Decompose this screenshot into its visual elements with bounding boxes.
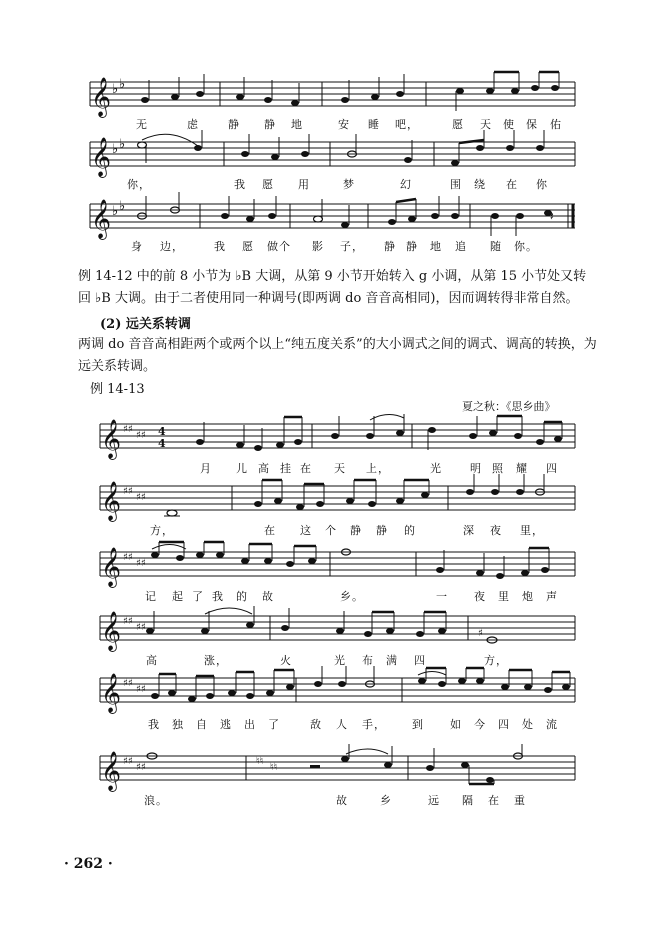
svg-text:♯♯: ♯♯ bbox=[123, 552, 133, 563]
lyric: 追 bbox=[455, 240, 467, 253]
treble-clef-icon: 𝄞 bbox=[101, 673, 122, 713]
lyric: 绕 bbox=[474, 178, 486, 191]
svg-text:♯♯: ♯♯ bbox=[136, 622, 146, 633]
lyric: 高 bbox=[146, 654, 158, 667]
lyric: 的 bbox=[404, 524, 416, 537]
lyric: 夜 bbox=[474, 590, 486, 603]
lyric: 隔 bbox=[462, 794, 474, 807]
lyric: 地 bbox=[291, 118, 303, 131]
lyric: 里， bbox=[520, 524, 544, 537]
treble-clef-icon: 𝄞 bbox=[91, 137, 112, 177]
lyric: 你 bbox=[536, 178, 548, 191]
lyric: 深 bbox=[463, 524, 475, 537]
lyric: 四 bbox=[414, 654, 426, 667]
lyric: 明 bbox=[470, 462, 482, 475]
lyric: 在 bbox=[264, 524, 276, 537]
svg-text:♭: ♭ bbox=[112, 82, 119, 97]
lyric: 幻 bbox=[400, 178, 412, 191]
lyric: 地 bbox=[430, 240, 442, 253]
lyric: 满 bbox=[386, 654, 398, 667]
svg-text:♯♯: ♯♯ bbox=[136, 684, 146, 695]
example-label: 例 14-13 bbox=[90, 382, 145, 397]
lyric: 你。 bbox=[514, 240, 538, 253]
lyric: 故 bbox=[262, 590, 274, 603]
staff-system-9 bbox=[0, 744, 656, 794]
svg-text:♭: ♭ bbox=[119, 137, 126, 152]
staff-notation bbox=[0, 604, 656, 654]
svg-text:♯♯: ♯♯ bbox=[123, 678, 133, 689]
lyric: 流 bbox=[546, 718, 558, 731]
lyric: 乡 bbox=[380, 794, 392, 807]
lyric: 围 bbox=[450, 178, 462, 191]
lyric: 我 bbox=[148, 718, 160, 731]
lyric: 四 bbox=[546, 462, 558, 475]
lyric: 静 bbox=[376, 524, 388, 537]
lyric: 静 bbox=[384, 240, 396, 253]
lyric: 自 bbox=[196, 718, 208, 731]
treble-clef-icon: 𝄞 bbox=[101, 419, 122, 459]
lyric: 边， bbox=[160, 240, 184, 253]
lyric: 影 bbox=[312, 240, 324, 253]
lyric: 如 bbox=[450, 718, 462, 731]
svg-text:♯♯: ♯♯ bbox=[123, 486, 133, 497]
treble-clef-icon: 𝄞 bbox=[91, 77, 112, 117]
lyric: 了 bbox=[192, 590, 204, 603]
lyric: 天 bbox=[480, 118, 492, 131]
lyric: 天 bbox=[334, 462, 346, 475]
lyric: 远 bbox=[428, 794, 440, 807]
lyric: 逃 bbox=[220, 718, 232, 731]
svg-text:♮♮: ♮♮ bbox=[256, 756, 264, 767]
lyrics-line bbox=[0, 522, 656, 540]
lyric: 身 bbox=[131, 240, 143, 253]
staff-notation bbox=[0, 540, 656, 590]
lyric: 静 bbox=[406, 240, 418, 253]
lyric: 上， bbox=[366, 462, 390, 475]
svg-text:♯♯: ♯♯ bbox=[123, 756, 133, 767]
lyric: 的 bbox=[236, 590, 248, 603]
staff-system-8 bbox=[0, 666, 656, 716]
lyric: 乡。 bbox=[340, 590, 364, 603]
lyric: 用 bbox=[298, 178, 310, 191]
lyric: 重 bbox=[514, 794, 526, 807]
treble-clef-icon: 𝄞 bbox=[101, 751, 122, 791]
body-paragraph: 两调 do 音音高相距两个或两个以上“纯五度关系”的大小调式之间的调式、调高的转换，为远关系转调。 bbox=[78, 337, 597, 374]
page-number: · 262 · bbox=[64, 856, 113, 872]
lyric: 安 bbox=[338, 118, 350, 131]
lyric: 儿 bbox=[236, 462, 248, 475]
lyric: 愿 bbox=[262, 178, 274, 191]
svg-text:♯♯: ♯♯ bbox=[123, 424, 133, 435]
lyric: 人 bbox=[336, 718, 348, 731]
staff-system-4 bbox=[0, 412, 656, 462]
lyric: 挂 bbox=[280, 462, 292, 475]
lyric: 这 bbox=[300, 524, 312, 537]
lyric: 故 bbox=[336, 794, 348, 807]
staff-system-5 bbox=[0, 474, 656, 524]
lyric: 夜 bbox=[490, 524, 502, 537]
lyric: 火 bbox=[280, 654, 292, 667]
lyric: 无 bbox=[136, 118, 148, 131]
lyric: 今 bbox=[474, 718, 486, 731]
svg-text:♭: ♭ bbox=[112, 142, 119, 157]
lyric: 在 bbox=[300, 462, 312, 475]
treble-clef-icon: 𝄞 bbox=[91, 199, 112, 239]
svg-text:♯♯: ♯♯ bbox=[136, 430, 146, 441]
lyric: 浪。 bbox=[144, 794, 168, 807]
staff-notation bbox=[0, 744, 656, 794]
lyric: 方， bbox=[484, 654, 508, 667]
lyric: 声 bbox=[546, 590, 558, 603]
svg-text:♭: ♭ bbox=[119, 77, 126, 92]
svg-text:♯♯: ♯♯ bbox=[136, 558, 146, 569]
lyric: 个 bbox=[325, 524, 337, 537]
svg-text:♮♮: ♮♮ bbox=[270, 762, 278, 773]
svg-text:4: 4 bbox=[158, 437, 166, 450]
lyric: 敌 bbox=[310, 718, 322, 731]
staff-system-6 bbox=[0, 540, 656, 590]
lyric: 梦 bbox=[343, 178, 355, 191]
attribution: 夏之秋：《思乡曲》 bbox=[462, 400, 556, 413]
section-heading: (2) 远关系转调 bbox=[100, 317, 191, 332]
treble-clef-icon: 𝄞 bbox=[101, 547, 122, 587]
staff-notation bbox=[0, 474, 656, 524]
lyric: 愿 bbox=[452, 118, 464, 131]
lyric: 我 bbox=[234, 178, 246, 191]
lyric: 我 bbox=[214, 240, 226, 253]
lyric: 一 bbox=[436, 590, 448, 603]
lyric: 你， bbox=[127, 178, 151, 191]
lyric: 光 bbox=[430, 462, 442, 475]
lyric: 静 bbox=[350, 524, 362, 537]
svg-text:♯♯: ♯♯ bbox=[123, 616, 133, 627]
lyric: 在 bbox=[506, 178, 518, 191]
staff-system-7 bbox=[0, 604, 656, 654]
treble-clef-icon: 𝄞 bbox=[101, 481, 122, 521]
treble-clef-icon: 𝄞 bbox=[101, 611, 122, 651]
body-paragraph: 例 14-12 中的前 8 小节为 ♭B 大调，从第 9 小节开始转入 g 小调，从第 15 小节处又转回 ♭B 大调。由于二者使用同一种调号(即两调 do 音音高相同)，因而调转得非常自然。 bbox=[78, 269, 587, 306]
lyrics-line bbox=[0, 716, 656, 734]
lyric: 月 bbox=[200, 462, 212, 475]
lyric: 虑 bbox=[187, 118, 199, 131]
lyric: 子， bbox=[340, 240, 364, 253]
lyric: 方， bbox=[150, 524, 174, 537]
lyric: 了 bbox=[268, 718, 280, 731]
lyric: 使 bbox=[503, 118, 515, 131]
lyric: 吧， bbox=[395, 118, 419, 131]
lyric: 高 bbox=[258, 462, 270, 475]
lyric: 起 bbox=[172, 590, 184, 603]
svg-text:𝄽: 𝄽 bbox=[550, 209, 554, 223]
svg-text:♭: ♭ bbox=[119, 199, 126, 214]
staff-notation bbox=[0, 412, 656, 462]
time-signature: 4 bbox=[158, 425, 166, 438]
lyric: 光 bbox=[334, 654, 346, 667]
lyric: 四 bbox=[498, 718, 510, 731]
lyric: 处 bbox=[522, 718, 534, 731]
lyrics-line bbox=[0, 792, 656, 810]
lyric: 里 bbox=[498, 590, 510, 603]
lyric: 保 bbox=[526, 118, 538, 131]
svg-text:♭: ♭ bbox=[112, 204, 119, 219]
lyric: 静 bbox=[264, 118, 276, 131]
lyric: 布 bbox=[362, 654, 374, 667]
lyrics-line bbox=[0, 238, 656, 256]
lyric: 我 bbox=[212, 590, 224, 603]
lyric: 涨， bbox=[204, 654, 228, 667]
lyric: 照 bbox=[492, 462, 504, 475]
lyric: 到 bbox=[412, 718, 424, 731]
svg-text:♯♯: ♯♯ bbox=[136, 762, 146, 773]
lyric: 手， bbox=[362, 718, 386, 731]
lyric: 随 bbox=[490, 240, 502, 253]
svg-text:♯♯: ♯♯ bbox=[136, 492, 146, 503]
lyric: 静 bbox=[228, 118, 240, 131]
lyric: 愿 bbox=[242, 240, 254, 253]
lyric: 耀 bbox=[516, 462, 528, 475]
lyric: 在 bbox=[488, 794, 500, 807]
lyric: 出 bbox=[244, 718, 256, 731]
lyric: 记 bbox=[145, 590, 157, 603]
staff-notation bbox=[0, 666, 656, 716]
lyric: 佑 bbox=[550, 118, 562, 131]
lyric: 睡 bbox=[368, 118, 380, 131]
lyric: 独 bbox=[172, 718, 184, 731]
svg-text:♯: ♯ bbox=[478, 628, 483, 639]
lyric: 做个 bbox=[267, 240, 291, 253]
lyric: 炮 bbox=[522, 590, 534, 603]
